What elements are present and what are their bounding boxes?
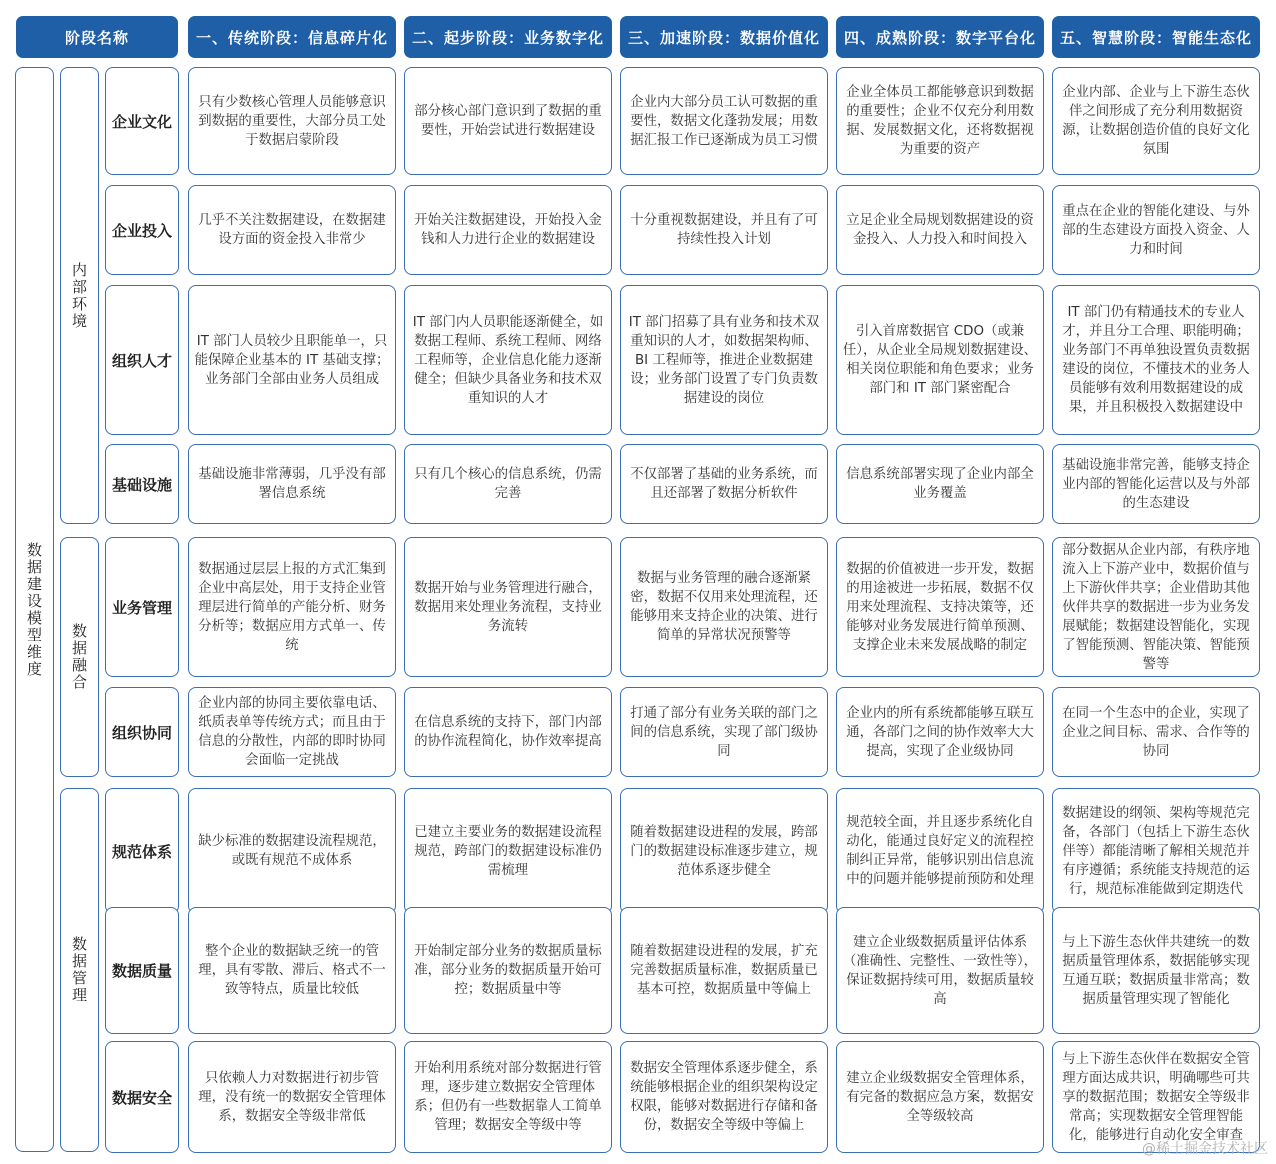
table-cell: [836, 185, 1044, 275]
group-internal-environment: [60, 67, 99, 524]
cell-text: 部分数据从企业内部，有秩序地流入上下游产业中，数据价值与上下游伙伴共享；企业借助其他伙伴共享的数据进一步为业务发展赋能；数据建设智能化，实现了智能预测、智能决策、智能预警等: [1062, 542, 1250, 672]
cell-text: 建立企业级数据安全管理体系，有完备的数据应急方案，数据安全等级较高: [846, 1070, 1034, 1124]
cell-text: 数据的价值被进一步开发，数据的用途被进一步拓展，数据不仅用来处理流程、支持决策等，还能够对业务发展进行简单预测、支撑企业未来发展战略的制定: [846, 561, 1034, 653]
cell-text: 随着数据建设进程的发展，扩充完善数据质量标准，数据质量已基本可控，数据质量中等偏上: [630, 944, 818, 997]
cell-text: 基础设施非常薄弱，几乎没有部署信息系统: [198, 467, 386, 501]
row-label: 企业文化: [105, 67, 179, 175]
cell-text: 十分重视数据建设，并且有了可持续性投入计划: [630, 213, 818, 247]
cell-text: 信息系统部署实现了企业内部全业务覆盖: [846, 467, 1034, 501]
table-cell: [404, 788, 612, 914]
group-label: 内部环境: [70, 261, 88, 330]
cell-text: 开始关注数据建设，开始投入金钱和人力进行企业的数据建设: [414, 213, 602, 247]
table-cell: [620, 67, 828, 175]
table-cell: [620, 185, 828, 275]
dimension-label-text: 数据建设模型维度: [25, 541, 43, 678]
row-label: 规范体系: [105, 788, 179, 914]
header-stage-1: 一、传统阶段：信息碎片化: [188, 16, 396, 58]
table-cell: [1052, 788, 1260, 914]
cell-text: 只依赖人力对数据进行初步管理，没有统一的数据安全管理体系，数据安全等级非常低: [198, 1070, 386, 1124]
cell-text: 企业内的所有系统都能够互联互通，各部门之间的协作效率大大提高，实现了企业级协同: [846, 705, 1034, 759]
group-label: 数据融合: [70, 623, 88, 691]
table-cell: [188, 687, 396, 777]
cell-text: 只有少数核心管理人员能够意识到数据的重要性，大部分员工处于数据启蒙阶段: [198, 94, 386, 148]
table-cell: [404, 444, 612, 524]
cell-text: 在同一个生态中的企业，实现了企业之间目标、需求、合作等的协同: [1062, 705, 1250, 759]
dimension-label: [15, 67, 54, 1152]
table-cell: [1052, 1041, 1260, 1153]
cell-text: IT 部门仍有精通技术的专业人才，并且分工合理、职能明确；业务部门不再单独设置负责数据建设的岗位，不懂技术的业务人员能够有效利用数据建设的成果，并且积极投入数据建设中: [1062, 305, 1250, 415]
cell-text: 与上下游生态伙伴共建统一的数据质量管理体系，数据能够实现互通互联；数据质量非常高；数据质量管理实现了智能化: [1062, 934, 1250, 1007]
table-cell: [836, 285, 1044, 435]
header-stage-name: 阶段名称: [16, 16, 178, 58]
cell-text: 重点在企业的智能化建设、与外部的生态建设方面投入资金、人力和时间: [1062, 203, 1250, 257]
table-cell: [404, 285, 612, 435]
cell-text: 开始制定部分业务的数据质量标准，部分业务的数据质量开始可控；数据质量中等: [414, 944, 602, 997]
cell-text: 只有几个核心的信息系统，仍需完善: [414, 467, 602, 501]
cell-text: 数据建设的纲领、架构等规范完备，各部门（包括上下游生态伙伴等）都能清晰了解相关规范并有序遵循；系统能支持规范的运行，规范标准能做到定期迭代: [1062, 805, 1250, 897]
cell-text: 数据开始与业务管理进行融合，数据用来处理业务流程，支持业务流转: [414, 580, 602, 634]
cell-text: 企业内部的协同主要依靠电话、纸质表单等传统方式；而且由于信息的分散性，内部的即时协同会面临一定挑战: [198, 696, 386, 768]
cell-text: 缺少标准的数据建设流程规范，或既有规范不成体系: [198, 834, 386, 868]
table-cell: [404, 687, 612, 777]
cell-text: 数据与业务管理的融合逐渐紧密，数据不仅用来处理流程，还能够用来支持企业的决策、进行简单的异常状况预警等: [630, 571, 818, 643]
table-cell: [836, 907, 1044, 1034]
cell-text: 部分核心部门意识到了数据的重要性，开始尝试进行数据建设: [414, 104, 602, 138]
header-stage-2: 二、起步阶段：业务数字化: [404, 16, 612, 58]
table-cell: [404, 185, 612, 275]
group-data-management: [60, 788, 99, 1152]
table-cell: [1052, 907, 1260, 1034]
cell-text: 与上下游生态伙伴在数据安全管理方面达成共识，明确哪些可共享的数据范围；数据安全等级非常高；实现数据安全管理智能化，能够进行自动化安全审查: [1062, 1051, 1250, 1143]
cell-text: 立足企业全局规划数据建设的资金投入、人力投入和时间投入: [846, 213, 1034, 247]
table-cell: [188, 444, 396, 524]
cell-text: 整个企业的数据缺乏统一的管理，具有零散、滞后、格式不一致等特点，质量比较低: [198, 944, 386, 997]
cell-text: 企业内部、企业与上下游生态伙伴之间形成了充分利用数据资源，让数据创造价值的良好文化氛围: [1062, 85, 1250, 157]
cell-text: 企业内大部分员工认可数据的重要性，数据文化蓬勃发展；用数据汇报工作已逐渐成为员工习惯: [630, 94, 818, 148]
cell-text: 打通了部分有业务关联的部门之间的信息系统，实现了部门级协同: [630, 705, 818, 759]
table-cell: [836, 1041, 1044, 1153]
group-label: 数据管理: [70, 936, 88, 1004]
table-cell: [1052, 687, 1260, 777]
table-cell: [1052, 67, 1260, 175]
cell-text: IT 部门招募了具有业务和技术双重知识的人才，如数据架构师、BI 工程师等，推进企业数据建设；业务部门设置了专门负责数据建设的岗位: [628, 314, 820, 406]
table-cell: [1052, 185, 1260, 275]
table-cell: [188, 285, 396, 435]
row-label: 数据安全: [105, 1041, 179, 1153]
table-cell: [188, 907, 396, 1034]
table-cell: [1052, 537, 1260, 677]
cell-text: 引入首席数据官 CDO（或兼任），从企业全局规划数据建设、相关岗位职能和角色要求；业务部门和 IT 部门紧密配合: [842, 324, 1038, 396]
header-stage-5: 五、智慧阶段：智能生态化: [1052, 16, 1260, 58]
table-cell: [1052, 285, 1260, 435]
cell-text: 数据安全管理体系逐步健全，系统能够根据企业的组织架构设定权限，能够对数据进行存储和备份，数据安全等级中等偏上: [630, 1061, 818, 1133]
cell-text: 几乎不关注数据建设，在数据建设方面的资金投入非常少: [198, 213, 386, 247]
table-cell: [404, 67, 612, 175]
row-label: 数据质量: [105, 907, 179, 1034]
table-cell: [836, 788, 1044, 914]
table-cell: [620, 687, 828, 777]
table-cell: [188, 67, 396, 175]
table-cell: [404, 1041, 612, 1153]
table-cell: [404, 537, 612, 677]
row-label: 企业投入: [105, 185, 179, 275]
table-cell: [188, 537, 396, 677]
table-cell: [1052, 444, 1260, 524]
table-cell: [620, 907, 828, 1034]
table-cell: [620, 444, 828, 524]
row-label: 组织协同: [105, 687, 179, 777]
cell-text: 随着数据建设进程的发展，跨部门的数据建设标准逐步建立，规范体系逐步健全: [630, 824, 818, 878]
table-cell: [836, 537, 1044, 677]
table-cell: [620, 1041, 828, 1153]
header-stage-4: 四、成熟阶段：数字平台化: [836, 16, 1044, 58]
row-label: 业务管理: [105, 537, 179, 677]
table-cell: [836, 444, 1044, 524]
table-cell: [620, 537, 828, 677]
row-label: 基础设施: [105, 444, 179, 524]
row-label: 组织人才: [105, 285, 179, 435]
table-cell: [620, 285, 828, 435]
cell-text: IT 部门内人员职能逐渐健全，如数据工程师、系统工程师、网络工程师等，企业信息化能力逐渐健全；但缺少具备业务和技术双重知识的人才: [412, 314, 604, 406]
cell-text: 规范较全面，并且逐步系统化自动化，能通过良好定义的流程控制纠正异常，能够识别出信息流中的问题并能够提前预防和处理: [846, 815, 1034, 887]
cell-text: 开始利用系统对部分数据进行管理，逐步建立数据安全管理体系；但仍有一些数据靠人工简单管理；数据安全等级中等: [414, 1061, 602, 1133]
table-cell: [836, 687, 1044, 777]
table-cell: [188, 185, 396, 275]
table-cell: [836, 67, 1044, 175]
table-cell: [620, 788, 828, 914]
cell-text: 数据通过层层上报的方式汇集到企业中高层处，用于支持企业管理层进行简单的产能分析、财务分析等；数据应用方式单一、传统: [198, 561, 386, 653]
cell-text: 在信息系统的支持下，部门内部的协作流程简化，协作效率提高: [414, 715, 602, 749]
group-data-fusion: [60, 537, 99, 777]
table-cell: [188, 1041, 396, 1153]
table-cell: [188, 788, 396, 914]
cell-text: IT 部门人员较少且职能单一，只能保障企业基本的 IT 基础支撑；业务部门全部由业务人员组成: [194, 333, 390, 387]
cell-text: 不仅部署了基础的业务系统，而且还部署了数据分析软件: [630, 467, 818, 501]
cell-text: 企业全体员工都能够意识到数据的重要性；企业不仅充分利用数据、发展数据文化，还将数据视为重要的资产: [846, 85, 1034, 157]
cell-text: 基础设施非常完善，能够支持企业内部的智能化运营以及与外部的生态建设: [1062, 457, 1250, 511]
header-stage-3: 三、加速阶段：数据价值化: [620, 16, 828, 58]
cell-text: 建立企业级数据质量评估体系（准确性、完整性、一致性等），保证数据持续可用，数据质量较高: [842, 934, 1038, 1007]
watermark: @稀土掘金技术社区: [1142, 1141, 1268, 1157]
table-cell: [404, 907, 612, 1034]
cell-text: 已建立主要业务的数据建设流程规范，跨部门的数据建设标准仍需梳理: [414, 824, 602, 878]
